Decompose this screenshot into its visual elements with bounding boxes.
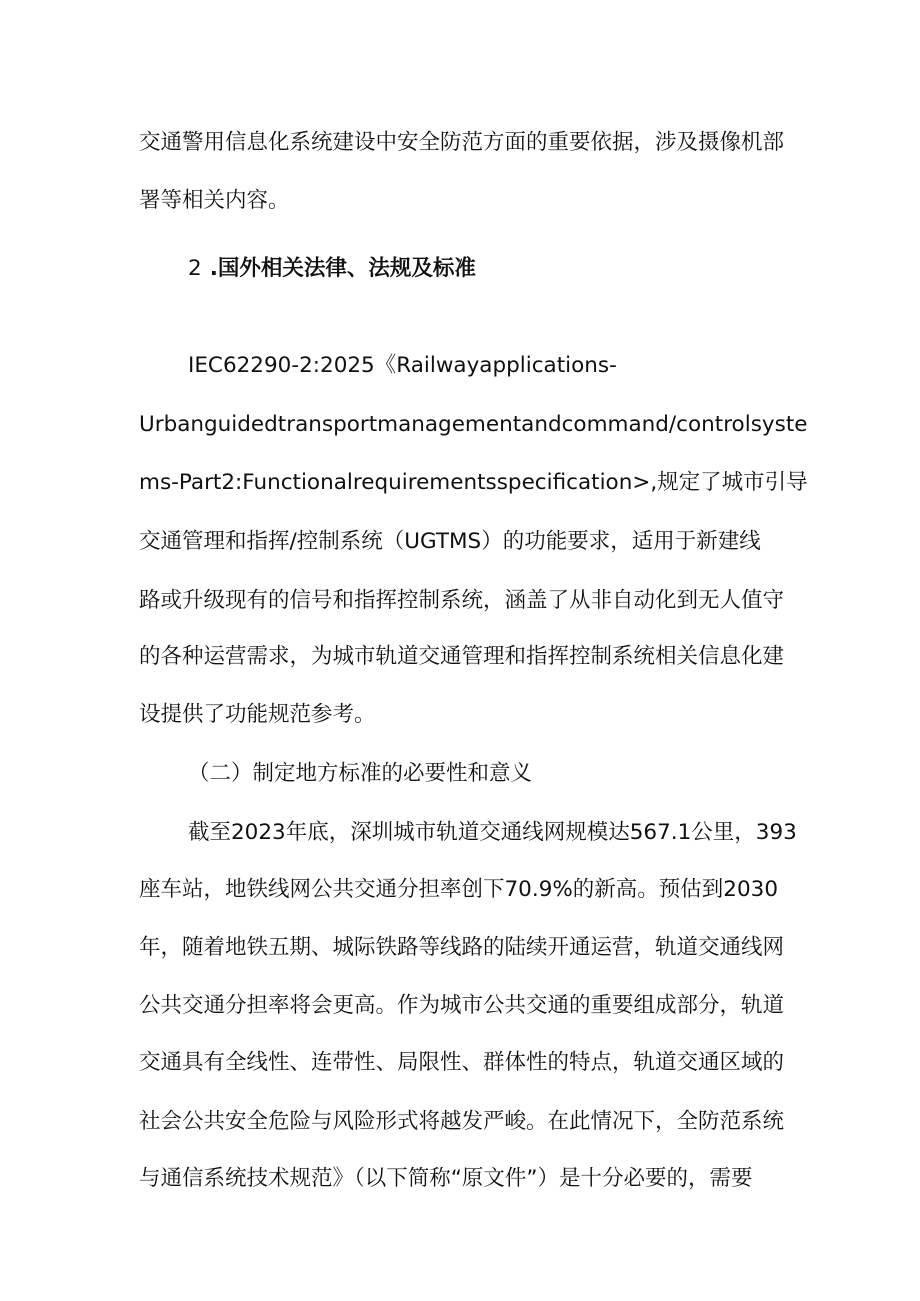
paragraph-3-line-7: 与通信系统技术规范》（以下简称“原文件”）是十分必要的，需要 (139, 1166, 753, 1191)
paragraph-1-line-2: 署等相关内容。 (139, 188, 290, 213)
paragraph-3-line-6: 社会公共安全危险与风险形式将越发严峻。在此情况下，全防范系统 (139, 1109, 785, 1134)
paragraph-3-line-1: 截至2023年底，深圳城市轨道交通线网规模达567.1公里，393 (188, 820, 797, 845)
paragraph-2-line-6: 的各种运营需求，为城市轨道交通管理和指挥控制系统相关信息化建 (139, 644, 785, 669)
heading-title: .国外相关法律、法规及标准 (209, 256, 476, 281)
paragraph-3-line-5: 交通具有全线性、连带性、局限性、群体性的特点，轨道交通区域的 (139, 1050, 785, 1075)
paragraph-2-line-5: 路或升级现有的信号和指挥控制系统，涵盖了从非自动化到无人值守 (139, 588, 785, 613)
paragraph-2-line-7: 设提供了功能规范参考。 (139, 702, 376, 727)
heading-number: 2 (188, 256, 202, 281)
paragraph-3-line-3: 年，随着地铁五期、城际铁路等线路的陆续开通运营，轨道交通线网 (139, 935, 785, 960)
paragraph-2-line-1: IEC62290-2:2025《Railwayapplications- (188, 353, 617, 378)
section-heading-necessity: （二）制定地方标准的必要性和意义 (188, 761, 533, 786)
paragraph-3-line-2: 座车站，地铁线网公共交通分担率创下70.9%的新高。预估到2030 (139, 877, 779, 902)
paragraph-3-line-4: 公共交通分担率将会更高。作为城市公共交通的重要组成部分，轨道 (139, 993, 785, 1018)
paragraph-2-line-4: 交通管理和指挥/控制系统（UGTMS）的功能要求，适用于新建线 (139, 529, 761, 554)
paragraph-2-line-2: Urbanguidedtransportmanagementandcommand/controlsyste (139, 412, 808, 437)
paragraph-2-line-3: ms-Part2:Functionalrequirementsspecification>,规定了城市引导 (139, 470, 808, 495)
paragraph-1-line-1: 交通警用信息化系统建设中安全防范方面的重要依据，涉及摄像机部 (139, 130, 785, 155)
section-heading-foreign-standards (188, 254, 848, 284)
